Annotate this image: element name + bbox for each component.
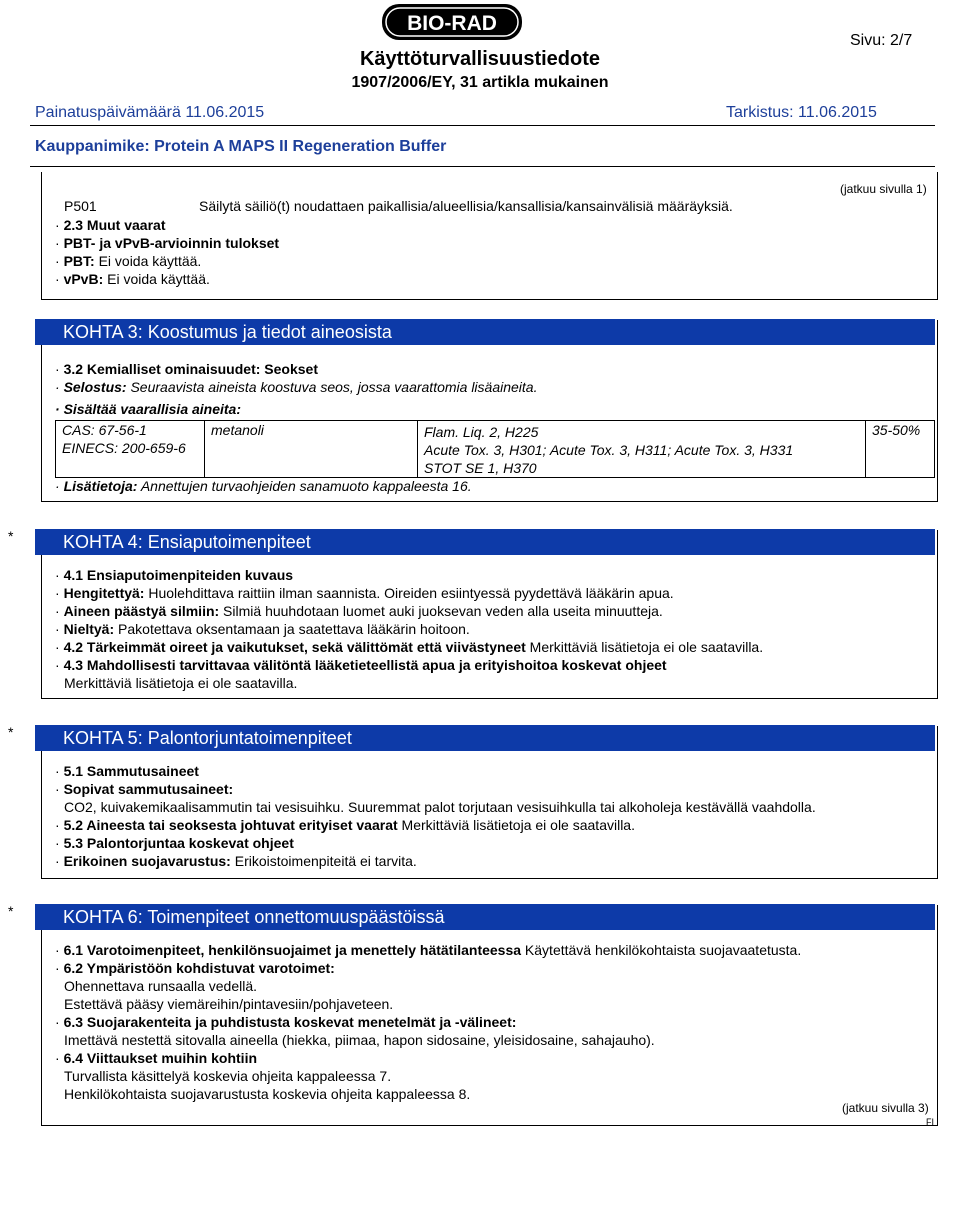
line-suitable-media: · Sopivat sammutusaineet: bbox=[55, 781, 234, 797]
line-eyes: · Aineen päästyä silmiin: Silmiä huuhdotaan luomet auki juoksevan veden alla useita minuutteja. bbox=[55, 603, 663, 619]
line-4-2: · 4.2 Tärkeimmät oireet ja vaikutukset, sekä välittömät että viivästyneet Merkittäviä lisätietoja ei ole saatavilla. bbox=[55, 639, 764, 655]
line-vpvb: · vPvB: Ei voida käyttää. bbox=[55, 271, 210, 287]
ingredients-table bbox=[55, 420, 935, 478]
line-pbt: · PBT: Ei voida käyttää. bbox=[55, 253, 202, 269]
line-pbt-results: · PBT- ja vPvB-arvioinnin tulokset bbox=[55, 235, 280, 251]
p501-text: Säilytä säiliö(t) noudattaen paikallisia/alueellisia/kansallisia/kansainvälisiä määräyksiä. bbox=[199, 198, 733, 214]
document-subtitle: 1907/2006/EY, 31 artikla mukainen bbox=[351, 74, 609, 91]
hazard-cell bbox=[418, 421, 866, 478]
line-6-4-text-1: Turvallista käsittelyä koskevia ohjeita kappaleessa 7. bbox=[64, 1068, 392, 1084]
line-4-3-text: Merkittäviä lisätietoja ei ole saatavilla. bbox=[64, 675, 298, 691]
einecs-number: EINECS: 200-659-6 bbox=[62, 440, 186, 456]
divider bbox=[30, 125, 935, 126]
document-title: Käyttöturvallisuustiedote bbox=[359, 48, 601, 70]
line-6-3-text: Imettävä nestettä sitovalla aineella (hiekka, piimaa, hapon sidosaine, yleisidosaine, sahajauho). bbox=[64, 1032, 655, 1048]
page-number: Sivu: 2/7 bbox=[850, 32, 913, 49]
hazard-3: STOT SE 1, H370 bbox=[424, 460, 537, 476]
print-date: Painatuspäivämäärä 11.06.2015 bbox=[35, 104, 265, 121]
percent-cell bbox=[866, 421, 935, 478]
table-row bbox=[56, 421, 935, 478]
line-6-4-text-2: Henkilökohtaista suojavarustusta koskevia ohjeita kappaleessa 8. bbox=[64, 1086, 471, 1102]
cas-number: CAS: 67-56-1 bbox=[62, 422, 147, 438]
revision-date: Tarkistus: 11.06.2015 bbox=[726, 104, 877, 121]
line-6-2-text-1: Ohennettava runsaalla vedellä. bbox=[64, 978, 258, 994]
line-6-2-text-2: Estettävä pääsy viemäreihin/pintavesiin/pohjaveteen. bbox=[64, 996, 394, 1012]
divider bbox=[30, 166, 935, 167]
line-hazardous: · Sisältää vaarallisia aineita: bbox=[55, 401, 242, 417]
line-2-3: · 2.3 Muut vaarat bbox=[55, 217, 166, 233]
language-code: FI bbox=[926, 1117, 934, 1127]
substance-name: metanoli bbox=[211, 422, 264, 438]
line-4-3: · 4.3 Mahdollisesti tarvittavaa välitöntä lääketieteellistä apua ja erityishoitoa koskevat ohjeet bbox=[55, 657, 667, 673]
continued-from: (jatkuu sivulla 1) bbox=[840, 182, 927, 196]
line-3-2: · 3.2 Kemialliset ominaisuudet: Seokset bbox=[55, 361, 318, 377]
section-5-heading: KOHTA 5: Palontorjuntatoimenpiteet bbox=[35, 725, 935, 751]
line-5-2: · 5.2 Aineesta tai seoksesta johtuvat erityiset vaarat Merkittäviä lisätietoja ei ole saatavilla. bbox=[55, 817, 635, 833]
line-4-1: · 4.1 Ensiaputoimenpiteiden kuvaus bbox=[55, 567, 294, 583]
line-protective-equipment: · Erikoinen suojavarustus: Erikoistoimenpiteitä ei tarvita. bbox=[55, 853, 417, 869]
change-marker: * bbox=[8, 903, 14, 919]
line-ingestion: · Nieltyä: Pakotettava oksentamaan ja saatettava lääkärin hoitoon. bbox=[55, 621, 470, 637]
change-marker: * bbox=[8, 528, 14, 544]
line-inhalation: · Hengitettyä: Huolehdittava raittiin ilman saannista. Oireiden esiintyessä pyydettävä lääkärin apua. bbox=[55, 585, 674, 601]
percentage: 35-50% bbox=[872, 422, 921, 438]
section-6-heading: KOHTA 6: Toimenpiteet onnettomuuspäästöissä bbox=[35, 904, 935, 930]
section-4-heading: KOHTA 4: Ensiaputoimenpiteet bbox=[35, 529, 935, 555]
section-3-heading: KOHTA 3: Koostumus ja tiedot aineosista bbox=[35, 319, 935, 345]
line-6-2: · 6.2 Ympäristöön kohdistuvat varotoimet: bbox=[55, 960, 335, 976]
product-name: Kauppanimike: Protein A MAPS II Regeneration Buffer bbox=[35, 138, 447, 155]
line-5-1: · 5.1 Sammutusaineet bbox=[55, 763, 199, 779]
bio-rad-logo bbox=[381, 3, 523, 41]
line-6-3: · 6.3 Suojarakenteita ja puhdistusta koskevat menetelmät ja -välineet: bbox=[55, 1014, 517, 1030]
cas-cell bbox=[56, 421, 205, 478]
continued-on: (jatkuu sivulla 3) bbox=[842, 1101, 929, 1115]
line-5-3: · 5.3 Palontorjuntaa koskevat ohjeet bbox=[55, 835, 294, 851]
svg-text:BIO-RAD: BIO-RAD bbox=[407, 12, 497, 35]
line-6-4: · 6.4 Viittaukset muihin kohtiin bbox=[55, 1050, 258, 1066]
line-media-text: CO2, kuivakemikaalisammutin tai vesisuihku. Suuremmat palot torjutaan vesisuihkulla tai alkoholeja kestävällä vaahdolla. bbox=[64, 799, 816, 815]
substance-cell bbox=[205, 421, 418, 478]
line-description: · Selostus: Seuraavista aineista koostuva seos, jossa vaarattomia lisäaineita. bbox=[55, 379, 538, 395]
line-additional-info: · Lisätietoja: Annettujen turvaohjeiden sanamuoto kappaleesta 16. bbox=[55, 478, 472, 494]
p501-code: P501 bbox=[64, 198, 97, 214]
hazard-1: Flam. Liq. 2, H225 bbox=[424, 424, 539, 440]
line-6-1: · 6.1 Varotoimenpiteet, henkilönsuojaimet ja menettely hätätilanteessa Käytettävä henkilökohtaista suojavaatetusta. bbox=[55, 942, 802, 958]
change-marker: * bbox=[8, 724, 14, 740]
hazard-2: Acute Tox. 3, H301; Acute Tox. 3, H311; Acute Tox. 3, H331 bbox=[424, 442, 794, 458]
